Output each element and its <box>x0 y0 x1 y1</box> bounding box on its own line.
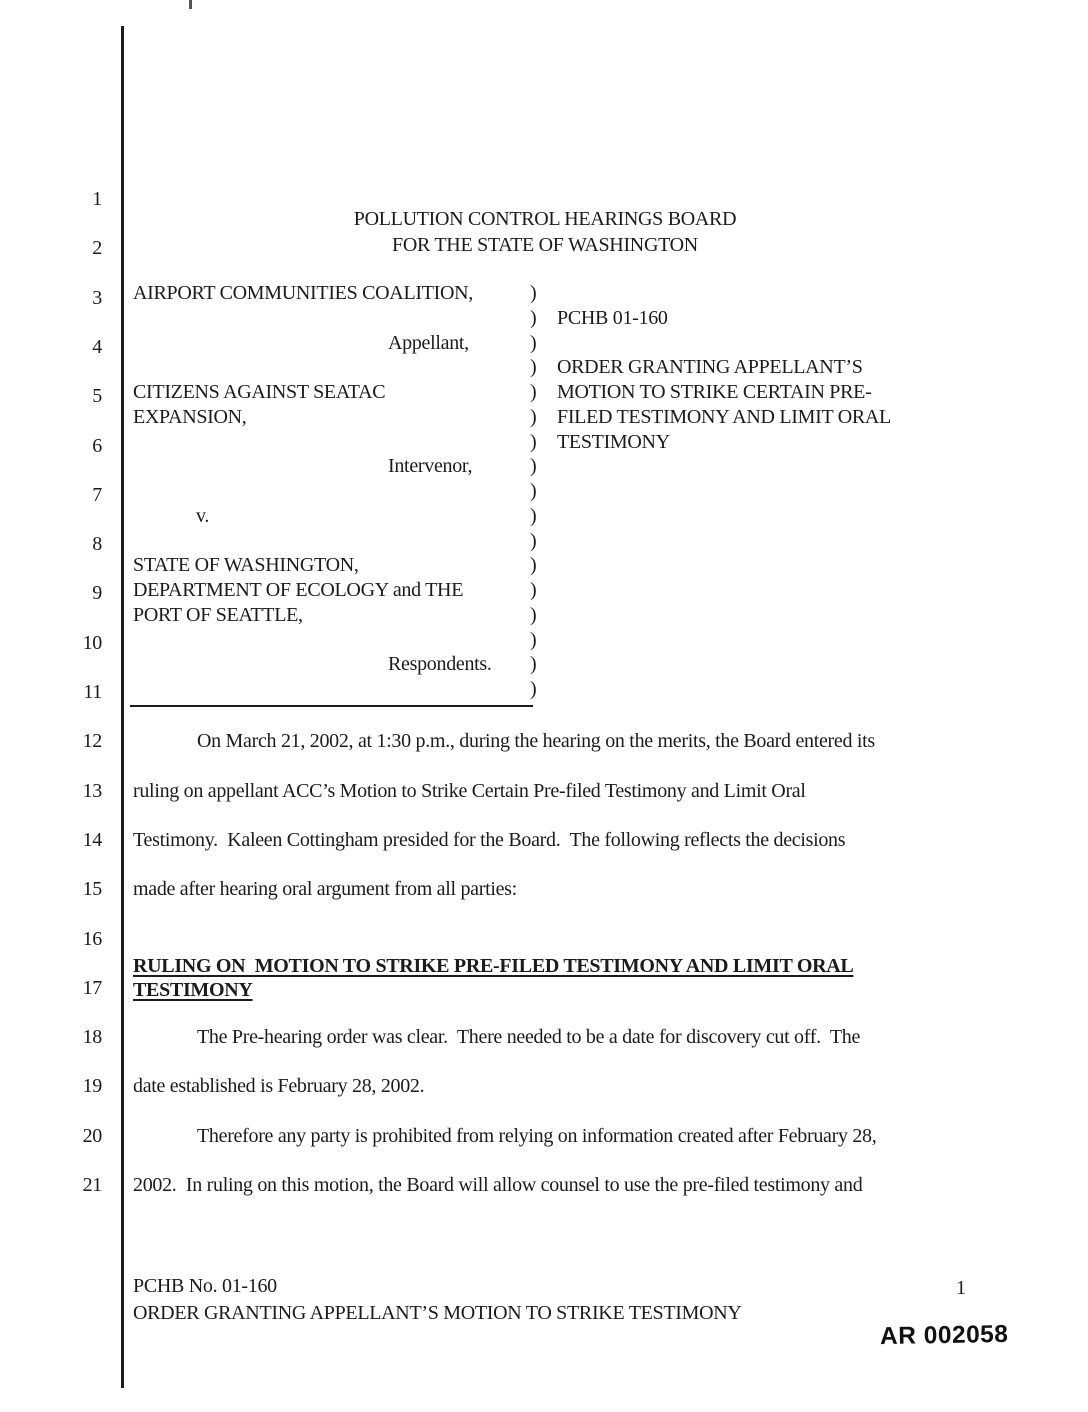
body-line: Therefore any party is prohibited from relying on information created after February 28, <box>197 1124 877 1147</box>
caption-party-role: Intervenor, <box>388 455 473 478</box>
footer-doc-title: ORDER GRANTING APPELLANT’S MOTION TO STRIKE TESTIMONY <box>133 1302 742 1324</box>
caption-case-info: FILED TESTIMONY AND LIMIT ORAL <box>557 405 891 428</box>
body-line: made after hearing oral argument from all parties: <box>133 878 517 901</box>
body-line: Testimony. Kaleen Cottingham presided for the Board. The following reflects the decisions <box>133 828 846 851</box>
caption-case-info: TESTIMONY <box>557 430 670 453</box>
caption-party-name: EXPANSION, <box>133 405 247 428</box>
caption-paren: ) <box>530 381 537 403</box>
caption-party-name: DEPARTMENT OF ECOLOGY and THE <box>133 579 464 601</box>
footer-case-number: PCHB No. 01-160 <box>133 1275 277 1297</box>
caption-paren: ) <box>530 356 537 379</box>
line-number: 12 <box>82 730 102 753</box>
ar-stamp: AR 002058 <box>879 1320 1009 1351</box>
line-number: 5 <box>92 385 102 408</box>
caption-party-name: PORT OF SEATTLE, <box>133 603 303 626</box>
caption-paren: ) <box>530 331 537 354</box>
line-number: 2 <box>92 237 102 260</box>
scan-artifact <box>189 0 192 9</box>
line-number: 11 <box>83 681 102 703</box>
line-number: 9 <box>92 582 102 605</box>
caption-paren: ) <box>530 653 537 676</box>
body-line: 2002. In ruling on this motion, the Board will allow counsel to use the pre-filed testimony and <box>133 1174 863 1196</box>
caption-case-info: ORDER GRANTING APPELLANT’S <box>557 356 863 379</box>
line-number: 20 <box>82 1124 102 1147</box>
caption-case-info: PCHB 01-160 <box>557 306 668 329</box>
body-line: On March 21, 2002, at 1:30 p.m., during the hearing on the merits, the Board entered its <box>197 730 875 753</box>
court-name-line1: POLLUTION CONTROL HEARINGS BOARD <box>353 208 737 230</box>
line-number: 15 <box>82 878 102 901</box>
line-number: 7 <box>92 483 102 506</box>
caption-paren: ) <box>530 678 537 700</box>
line-number: 1 <box>92 188 102 210</box>
caption-paren: ) <box>530 529 537 552</box>
page-number: 1 <box>956 1277 966 1299</box>
caption-paren: ) <box>530 603 537 626</box>
court-name-line2: FOR THE STATE OF WASHINGTON <box>392 234 698 256</box>
caption-paren: ) <box>530 455 537 478</box>
line-number: 4 <box>92 335 102 358</box>
line-number: 3 <box>92 286 102 309</box>
line-number: 17 <box>82 976 102 999</box>
line-number: 10 <box>82 631 102 654</box>
line-number: 14 <box>82 828 102 851</box>
section-heading-line: TESTIMONY <box>133 979 253 1002</box>
line-number: 13 <box>82 779 102 802</box>
caption-party-name: AIRPORT COMMUNITIES COALITION, <box>133 282 473 304</box>
caption-paren: ) <box>530 405 537 428</box>
caption-case-info: MOTION TO STRIKE CERTAIN PRE- <box>557 381 872 403</box>
body-line: ruling on appellant ACC’s Motion to Strike Certain Pre-filed Testimony and Limit Oral <box>133 779 806 802</box>
caption-paren: ) <box>530 306 537 329</box>
line-number: 8 <box>92 533 102 556</box>
line-number: 16 <box>82 927 102 950</box>
body-line: The Pre-hearing order was clear. There needed to be a date for discovery cut off. The <box>197 1026 861 1049</box>
line-number: 6 <box>92 434 102 457</box>
line-number: 19 <box>82 1075 102 1098</box>
caption-paren: ) <box>530 430 537 453</box>
line-number: 18 <box>82 1026 102 1049</box>
caption-party-name: STATE OF WASHINGTON, <box>133 554 359 577</box>
line-number: 21 <box>82 1174 102 1196</box>
caption-party-role: Appellant, <box>388 331 469 354</box>
caption-party-name: CITIZENS AGAINST SEATAC <box>133 381 386 403</box>
section-heading-line: RULING ON MOTION TO STRIKE PRE-FILED TESTIMONY AND LIMIT ORAL <box>133 955 854 978</box>
caption-paren: ) <box>530 282 537 304</box>
caption-paren: ) <box>530 480 537 502</box>
caption-versus: v. <box>196 504 210 527</box>
caption-party-role: Respondents. <box>388 653 492 676</box>
margin-rule <box>121 26 124 1388</box>
caption-paren: ) <box>530 554 537 577</box>
caption-paren: ) <box>530 504 537 527</box>
body-line: date established is February 28, 2002. <box>133 1075 425 1098</box>
caption-paren: ) <box>530 579 537 601</box>
caption-underline <box>130 705 533 707</box>
caption-paren: ) <box>530 628 537 651</box>
